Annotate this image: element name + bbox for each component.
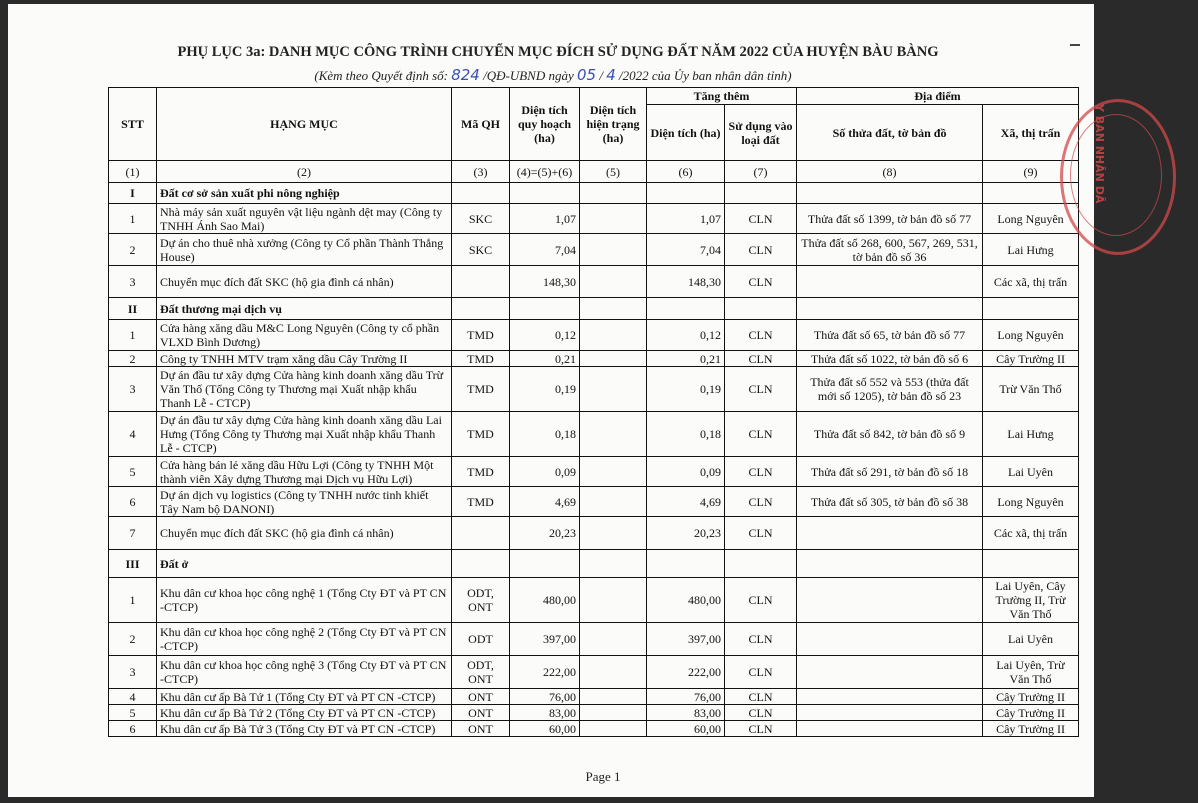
- cell-empty: [580, 550, 647, 578]
- cell-so-thua: [797, 689, 983, 705]
- cell-stt: 5: [109, 457, 157, 487]
- col-number: (6): [647, 161, 725, 183]
- cell-loai-dat: CLN: [725, 204, 797, 234]
- cell-dt-hien-trang: [580, 689, 647, 705]
- cell-dt-ha: 222,00: [647, 656, 725, 689]
- cell-empty: [725, 550, 797, 578]
- table-row: [109, 487, 1079, 517]
- header-so-thua: Số thửa đất, tờ bản đồ: [797, 105, 983, 161]
- cell-dt-quy-hoach: 0,19: [510, 367, 580, 412]
- cell-loai-dat: CLN: [725, 457, 797, 487]
- cell-empty: [452, 298, 510, 320]
- cell-so-thua: [797, 721, 983, 737]
- decision-number: 824: [451, 66, 480, 84]
- cell-empty: [647, 550, 725, 578]
- cell-hang-muc: Dự án đầu tư xây dựng Cửa hàng kinh doanh xăng dầu Lai Hưng (Tổng Công ty Thương mại Xuất nhập khẩu Thanh Lễ - CTCP): [157, 412, 452, 457]
- cell-xa: Long Nguyên: [983, 320, 1079, 351]
- cell-ma-qh: TMD: [452, 367, 510, 412]
- cell-stt: 3: [109, 367, 157, 412]
- table-row: [109, 517, 1079, 550]
- cell-dt-hien-trang: [580, 320, 647, 351]
- subtitle-mid: /QĐ-UBND ngày: [483, 68, 574, 83]
- cell-so-thua: Thửa đất số 305, tờ bản đồ số 38: [797, 487, 983, 517]
- cell-dt-hien-trang: [580, 623, 647, 656]
- cell-xa: Lai Uyên: [983, 457, 1079, 487]
- cell-stt: II: [109, 298, 157, 320]
- col-number: (4)=(5)+(6): [510, 161, 580, 183]
- cell-empty: [797, 183, 983, 204]
- cell-dt-ha: 480,00: [647, 578, 725, 623]
- table-row: [109, 351, 1079, 367]
- cell-hang-muc: Khu dân cư ấp Bà Tứ 3 (Tổng Cty ĐT và PT CN -CTCP): [157, 721, 452, 737]
- cell-empty: [510, 183, 580, 204]
- cell-hang-muc: Khu dân cư ấp Bà Tứ 1 (Tổng Cty ĐT và PT CN -CTCP): [157, 689, 452, 705]
- cell-so-thua: Thửa đất số 1022, tờ bản đồ số 6: [797, 351, 983, 367]
- cell-dt-hien-trang: [580, 705, 647, 721]
- cell-dt-hien-trang: [580, 367, 647, 412]
- cell-dt-ha: 60,00: [647, 721, 725, 737]
- header-stt: STT: [109, 88, 157, 161]
- cell-xa: Lai Uyên, Trừ Văn Thố: [983, 656, 1079, 689]
- cell-stt: 1: [109, 320, 157, 351]
- header-ma-qh: Mã QH: [452, 88, 510, 161]
- cell-so-thua: [797, 623, 983, 656]
- cell-stt: 1: [109, 204, 157, 234]
- section-row: [109, 298, 1079, 320]
- cell-dt-ha: 7,04: [647, 234, 725, 266]
- date-slash: /: [599, 68, 603, 83]
- cell-dt-ha: 0,21: [647, 351, 725, 367]
- table-row: [109, 367, 1079, 412]
- page-number: Page 1: [585, 769, 621, 784]
- cell-dt-ha: 83,00: [647, 705, 725, 721]
- table-body: [109, 183, 1079, 737]
- cell-so-thua: [797, 266, 983, 298]
- cell-ma-qh: TMD: [452, 351, 510, 367]
- cell-loai-dat: CLN: [725, 412, 797, 457]
- cell-ma-qh: SKC: [452, 234, 510, 266]
- cell-ma-qh: SKC: [452, 204, 510, 234]
- cell-so-thua: [797, 656, 983, 689]
- cell-dt-quy-hoach: 7,04: [510, 234, 580, 266]
- cell-loai-dat: CLN: [725, 234, 797, 266]
- cell-empty: [510, 550, 580, 578]
- table-row: [109, 234, 1079, 266]
- cell-empty: [725, 183, 797, 204]
- cell-dt-quy-hoach: 60,00: [510, 721, 580, 737]
- cell-dt-ha: 0,18: [647, 412, 725, 457]
- cell-so-thua: [797, 705, 983, 721]
- cell-hang-muc: Cửa hàng xăng dầu M&C Long Nguyên (Công ty cổ phần VLXD Bình Dương): [157, 320, 452, 351]
- cell-dt-quy-hoach: 20,23: [510, 517, 580, 550]
- cell-xa: Lai Hưng: [983, 412, 1079, 457]
- cell-ma-qh: [452, 266, 510, 298]
- cell-section-title: Đất cơ sở sản xuất phi nông nghiệp: [157, 183, 452, 204]
- cell-empty: [580, 298, 647, 320]
- cell-ma-qh: ONT: [452, 705, 510, 721]
- cell-dt-quy-hoach: 1,07: [510, 204, 580, 234]
- cell-empty: [647, 298, 725, 320]
- cell-dt-quy-hoach: 480,00: [510, 578, 580, 623]
- cell-dt-quy-hoach: 0,09: [510, 457, 580, 487]
- table-row: [109, 656, 1079, 689]
- cell-ma-qh: ODT: [452, 623, 510, 656]
- cell-loai-dat: CLN: [725, 517, 797, 550]
- cell-xa: Các xã, thị trấn: [983, 266, 1079, 298]
- header-dt-hien-trang: Diện tích hiện trạng (ha): [580, 88, 647, 161]
- cell-ma-qh: [452, 517, 510, 550]
- cell-hang-muc: Nhà máy sản xuất nguyên vật liệu ngành dệt may (Công ty TNHH Ánh Sao Mai): [157, 204, 452, 234]
- cell-stt: 3: [109, 266, 157, 298]
- cell-xa: Cây Trường II: [983, 689, 1079, 705]
- cell-dt-quy-hoach: 397,00: [510, 623, 580, 656]
- cell-so-thua: Thửa đất số 552 và 553 (thửa đất mới số 1205), tờ bản đồ số 23: [797, 367, 983, 412]
- cell-dt-ha: 76,00: [647, 689, 725, 705]
- cell-xa: Cây Trường II: [983, 351, 1079, 367]
- cell-hang-muc: Khu dân cư ấp Bà Tứ 2 (Tổng Cty ĐT và PT CN -CTCP): [157, 705, 452, 721]
- table-row: [109, 705, 1079, 721]
- section-row: [109, 550, 1079, 578]
- cell-dt-ha: 1,07: [647, 204, 725, 234]
- cell-hang-muc: Công ty TNHH MTV trạm xăng dầu Cây Trường II: [157, 351, 452, 367]
- cell-stt: I: [109, 183, 157, 204]
- header-su-dung: Sử dụng vào loại đất: [725, 105, 797, 161]
- cell-dt-hien-trang: [580, 412, 647, 457]
- cell-dt-quy-hoach: 222,00: [510, 656, 580, 689]
- cell-xa: Long Nguyên: [983, 487, 1079, 517]
- cell-empty: [797, 298, 983, 320]
- cell-stt: 2: [109, 351, 157, 367]
- cell-dt-ha: 0,12: [647, 320, 725, 351]
- cell-ma-qh: TMD: [452, 457, 510, 487]
- col-number: (7): [725, 161, 797, 183]
- cell-dt-hien-trang: [580, 721, 647, 737]
- subtitle-prefix: (Kèm theo Quyết định số:: [314, 68, 448, 83]
- cell-ma-qh: TMD: [452, 320, 510, 351]
- cell-empty: [725, 298, 797, 320]
- cell-hang-muc: Cửa hàng bán lẻ xăng dầu Hữu Lợi (Công ty TNHH Một thành viên Xây dựng Thương mại Dịch vụ Hữu Lợi): [157, 457, 452, 487]
- cell-xa: Lai Uyên: [983, 623, 1079, 656]
- cell-dt-hien-trang: [580, 487, 647, 517]
- cell-loai-dat: CLN: [725, 721, 797, 737]
- cell-empty: [983, 550, 1079, 578]
- cell-dt-hien-trang: [580, 578, 647, 623]
- cell-stt: 6: [109, 721, 157, 737]
- cell-so-thua: Thửa đất số 268, 600, 567, 269, 531, tờ bản đồ số 36: [797, 234, 983, 266]
- cell-stt: 4: [109, 689, 157, 705]
- cell-dt-hien-trang: [580, 234, 647, 266]
- cell-loai-dat: CLN: [725, 705, 797, 721]
- cell-dt-hien-trang: [580, 457, 647, 487]
- land-use-table: [108, 87, 1079, 737]
- cell-so-thua: Thửa đất số 65, tờ bản đồ số 77: [797, 320, 983, 351]
- col-number: (9): [983, 161, 1079, 183]
- subtitle-suffix: /2022 của Ủy ban nhân dân tỉnh): [619, 68, 792, 83]
- cell-empty: [797, 550, 983, 578]
- official-seal-text: Y BAN NHÂN DÂ: [1093, 104, 1106, 204]
- cell-loai-dat: CLN: [725, 656, 797, 689]
- cell-empty: [983, 298, 1079, 320]
- cell-xa: Cây Trường II: [983, 705, 1079, 721]
- cell-ma-qh: ONT: [452, 689, 510, 705]
- cell-so-thua: [797, 517, 983, 550]
- cell-empty: [452, 550, 510, 578]
- table-row: [109, 721, 1079, 737]
- cell-ma-qh: ODT, ONT: [452, 656, 510, 689]
- cell-ma-qh: TMD: [452, 487, 510, 517]
- cell-dt-quy-hoach: 0,18: [510, 412, 580, 457]
- cell-dt-ha: 397,00: [647, 623, 725, 656]
- col-number: (2): [157, 161, 452, 183]
- cell-dt-quy-hoach: 76,00: [510, 689, 580, 705]
- cell-loai-dat: CLN: [725, 320, 797, 351]
- cell-hang-muc: Khu dân cư khoa học công nghệ 2 (Tổng Cty ĐT và PT CN -CTCP): [157, 623, 452, 656]
- cell-hang-muc: Dự án dịch vụ logistics (Công ty TNHH nước tinh khiết Tây Nam bộ DANONI): [157, 487, 452, 517]
- cell-stt: 7: [109, 517, 157, 550]
- col-number: (5): [580, 161, 647, 183]
- cell-dt-hien-trang: [580, 351, 647, 367]
- col-number: (1): [109, 161, 157, 183]
- cell-empty: [452, 183, 510, 204]
- cell-hang-muc: Dự án đầu tư xây dựng Cửa hàng kinh doanh xăng dầu Trừ Văn Thố (Tổng Công ty Thương mại Xuất nhập khẩu Thanh Lễ - CTCP): [157, 367, 452, 412]
- document-subtitle: [8, 66, 1098, 84]
- table-row: [109, 578, 1079, 623]
- cell-hang-muc: Khu dân cư khoa học công nghệ 1 (Tổng Cty ĐT và PT CN -CTCP): [157, 578, 452, 623]
- cell-loai-dat: CLN: [725, 578, 797, 623]
- table-row: [109, 689, 1079, 705]
- cell-dt-hien-trang: [580, 656, 647, 689]
- cell-so-thua: Thửa đất số 842, tờ bản đồ số 9: [797, 412, 983, 457]
- cell-xa: Trừ Văn Thố: [983, 367, 1079, 412]
- cell-loai-dat: CLN: [725, 487, 797, 517]
- cell-dt-quy-hoach: 4,69: [510, 487, 580, 517]
- header-dt-ha: Diện tích (ha): [647, 105, 725, 161]
- cell-stt: 6: [109, 487, 157, 517]
- cell-stt: 2: [109, 623, 157, 656]
- col-number: (3): [452, 161, 510, 183]
- cell-xa: Cây Trường II: [983, 721, 1079, 737]
- table-row: [109, 412, 1079, 457]
- cell-loai-dat: CLN: [725, 266, 797, 298]
- cell-stt: 2: [109, 234, 157, 266]
- cell-dt-hien-trang: [580, 204, 647, 234]
- cell-loai-dat: CLN: [725, 623, 797, 656]
- cell-xa: Lai Uyên, Cây Trường II, Trừ Văn Thố: [983, 578, 1079, 623]
- cell-dt-ha: 0,09: [647, 457, 725, 487]
- header-dt-quy-hoach: Diện tích quy hoạch (ha): [510, 88, 580, 161]
- cell-dt-quy-hoach: 0,21: [510, 351, 580, 367]
- cell-stt: 4: [109, 412, 157, 457]
- cell-loai-dat: CLN: [725, 367, 797, 412]
- cell-ma-qh: ONT: [452, 721, 510, 737]
- table-row: [109, 266, 1079, 298]
- cell-section-title: Đất thương mại dịch vụ: [157, 298, 452, 320]
- cell-dt-quy-hoach: 148,30: [510, 266, 580, 298]
- decision-day: 05: [577, 66, 597, 84]
- cell-stt: 3: [109, 656, 157, 689]
- section-row: [109, 183, 1079, 204]
- table-row: [109, 623, 1079, 656]
- cell-so-thua: Thửa đất số 1399, tờ bản đồ số 77: [797, 204, 983, 234]
- cell-stt: 5: [109, 705, 157, 721]
- table-row: [109, 457, 1079, 487]
- cell-xa: Các xã, thị trấn: [983, 517, 1079, 550]
- header-hang-muc: HẠNG MỤC: [157, 88, 452, 161]
- document-title: PHỤ LỤC 3a: DANH MỤC CÔNG TRÌNH CHUYỂN MỤC ĐÍCH SỬ DỤNG ĐẤT NĂM 2022 CỦA HUYỆN BÀU BÀNG: [177, 44, 939, 60]
- cell-loai-dat: CLN: [725, 351, 797, 367]
- cell-dt-quy-hoach: 0,12: [510, 320, 580, 351]
- cell-loai-dat: CLN: [725, 689, 797, 705]
- cell-so-thua: Thửa đất số 291, tờ bản đồ số 18: [797, 457, 983, 487]
- cell-empty: [580, 183, 647, 204]
- cell-section-title: Đất ở: [157, 550, 452, 578]
- cell-ma-qh: ODT, ONT: [452, 578, 510, 623]
- table-row: [109, 320, 1079, 351]
- document-page: [8, 4, 1106, 797]
- cell-hang-muc: Dự án cho thuê nhà xưởng (Công ty Cổ phần Thành Thắng House): [157, 234, 452, 266]
- cell-hang-muc: Chuyển mục đích đất SKC (hộ gia đình cá nhân): [157, 266, 452, 298]
- cell-empty: [510, 298, 580, 320]
- cell-ma-qh: TMD: [452, 412, 510, 457]
- cell-dt-ha: 0,19: [647, 367, 725, 412]
- table-row: [109, 204, 1079, 234]
- header-xa: Xã, thị trấn: [983, 105, 1079, 161]
- cell-dt-ha: 148,30: [647, 266, 725, 298]
- cell-hang-muc: Khu dân cư khoa học công nghệ 3 (Tổng Cty ĐT và PT CN -CTCP): [157, 656, 452, 689]
- cell-xa: Long Nguyên: [983, 204, 1079, 234]
- col-number: (8): [797, 161, 983, 183]
- header-tang-them: Tăng thêm: [647, 88, 797, 105]
- decision-month: 4: [606, 66, 616, 84]
- cell-dt-ha: 20,23: [647, 517, 725, 550]
- cell-dt-hien-trang: [580, 517, 647, 550]
- cell-hang-muc: Chuyển mục đích đất SKC (hộ gia đình cá nhân): [157, 517, 452, 550]
- cell-empty: [647, 183, 725, 204]
- cell-dt-hien-trang: [580, 266, 647, 298]
- cell-dt-ha: 4,69: [647, 487, 725, 517]
- cell-so-thua: [797, 578, 983, 623]
- header-dia-diem: Địa điểm: [797, 88, 1079, 105]
- cell-stt: III: [109, 550, 157, 578]
- cell-stt: 1: [109, 578, 157, 623]
- cell-xa: Lai Hưng: [983, 234, 1079, 266]
- cell-dt-quy-hoach: 83,00: [510, 705, 580, 721]
